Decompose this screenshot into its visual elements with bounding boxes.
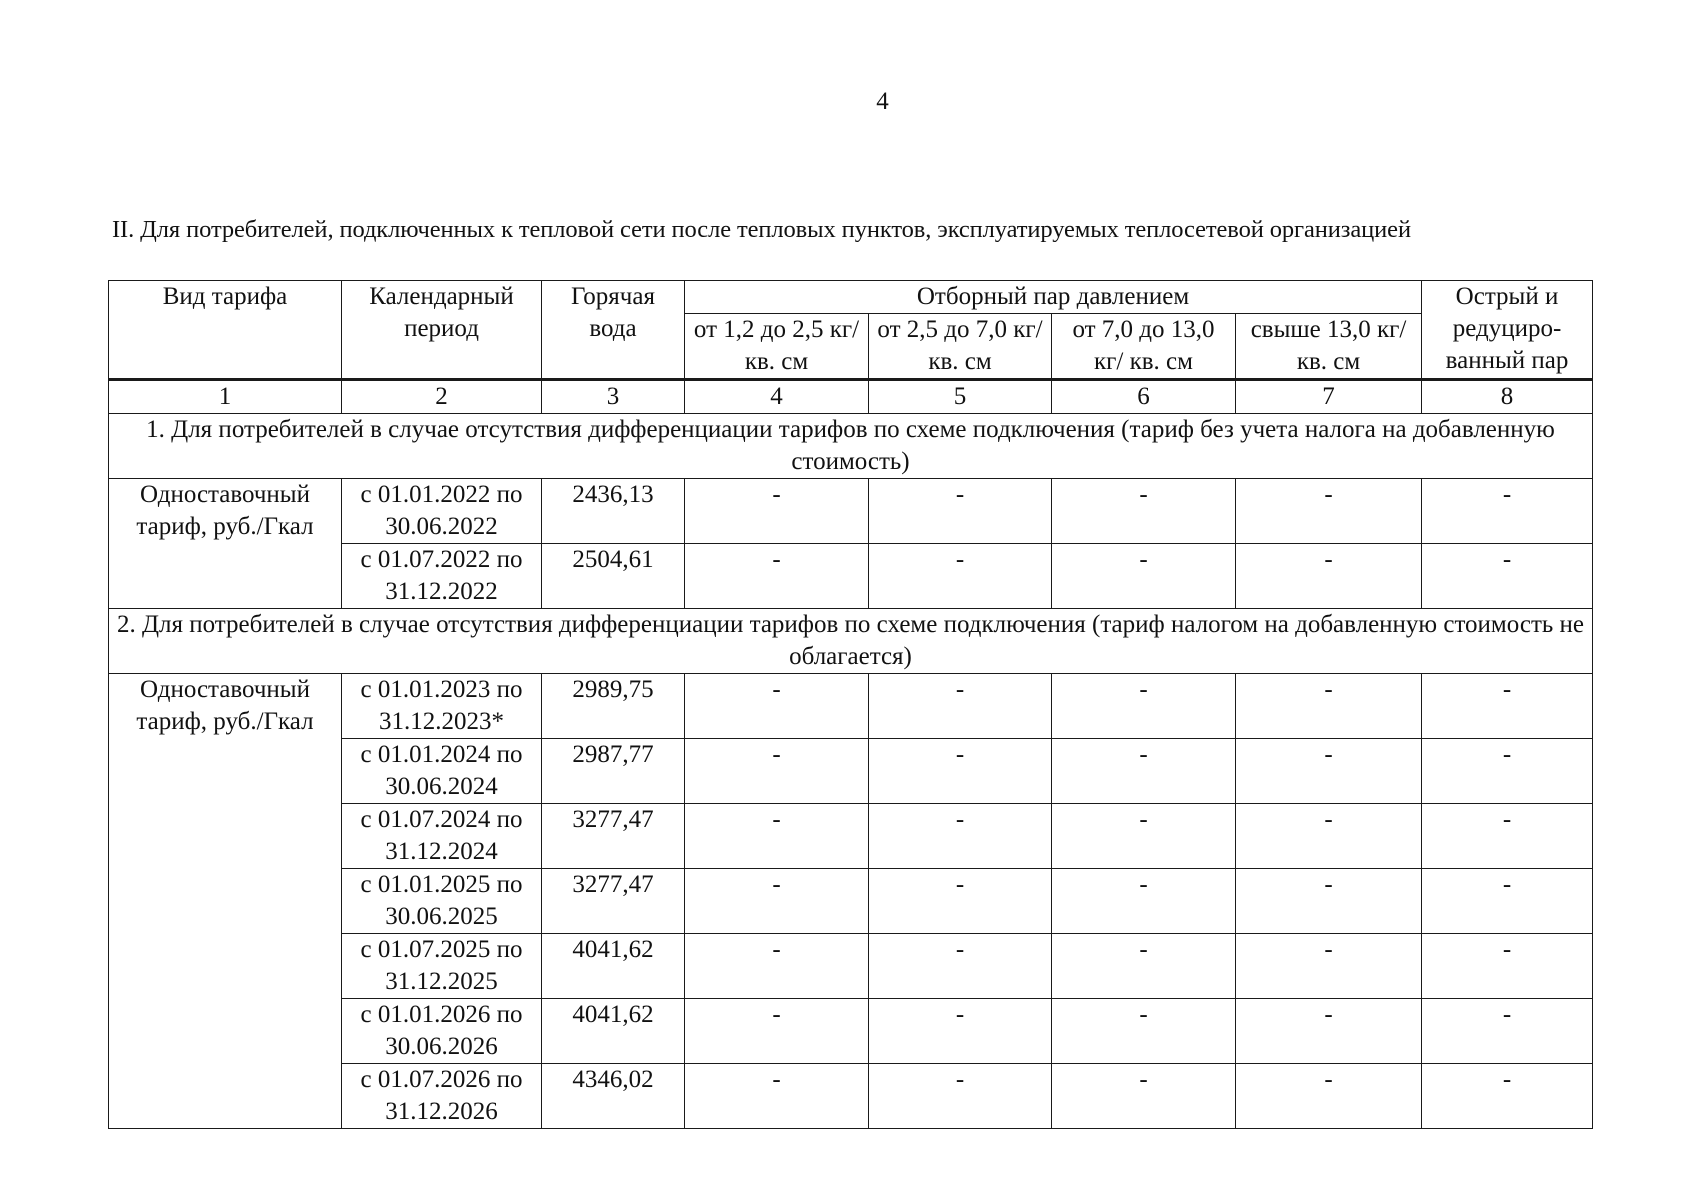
column-number: 7 bbox=[1236, 380, 1422, 414]
section-header-row bbox=[109, 609, 1593, 674]
sharp-steam-value: - bbox=[1422, 479, 1593, 544]
header-tariff-type: Вид тарифа bbox=[109, 281, 342, 380]
steam-3-value: - bbox=[1052, 934, 1236, 999]
steam-2-value: - bbox=[869, 544, 1052, 609]
steam-3-value: - bbox=[1052, 999, 1236, 1064]
sharp-steam-value: - bbox=[1422, 999, 1593, 1064]
steam-1-value: - bbox=[685, 999, 869, 1064]
steam-1-value: - bbox=[685, 934, 869, 999]
header-steam-4: свыше 13,0 кг/ кв. см bbox=[1236, 314, 1422, 380]
steam-4-value: - bbox=[1236, 1064, 1422, 1129]
period-cell: с 01.07.2024 по 31.12.2024 bbox=[342, 804, 542, 869]
steam-4-value: - bbox=[1236, 999, 1422, 1064]
steam-3-value: - bbox=[1052, 544, 1236, 609]
header-row-1 bbox=[109, 281, 1593, 314]
sharp-steam-value: - bbox=[1422, 934, 1593, 999]
sharp-steam-value: - bbox=[1422, 1064, 1593, 1129]
sharp-steam-value: - bbox=[1422, 674, 1593, 739]
hot-water-value: 3277,47 bbox=[542, 804, 685, 869]
header-steam-1: от 1,2 до 2,5 кг/ кв. см bbox=[685, 314, 869, 380]
steam-1-value: - bbox=[685, 739, 869, 804]
steam-2-value: - bbox=[869, 479, 1052, 544]
header-sharp-steam: Острый и редуциро-ванный пар bbox=[1422, 281, 1593, 380]
steam-2-value: - bbox=[869, 674, 1052, 739]
steam-4-value: - bbox=[1236, 739, 1422, 804]
section-title: II. Для потребителей, подключенных к тепловой сети после тепловых пунктов, эксплуатируемых теплосетевой организацией bbox=[112, 216, 1411, 243]
steam-4-value: - bbox=[1236, 804, 1422, 869]
steam-3-value: - bbox=[1052, 479, 1236, 544]
period-cell: с 01.01.2026 по 30.06.2026 bbox=[342, 999, 542, 1064]
hot-water-value: 3277,47 bbox=[542, 869, 685, 934]
tariff-type-cell: Одноставочный тариф, руб./Гкал bbox=[109, 674, 342, 1129]
steam-2-value: - bbox=[869, 1064, 1052, 1129]
page-number: 4 bbox=[876, 88, 889, 115]
steam-2-value: - bbox=[869, 804, 1052, 869]
sharp-steam-value: - bbox=[1422, 739, 1593, 804]
hot-water-value: 4041,62 bbox=[542, 999, 685, 1064]
column-number: 2 bbox=[342, 380, 542, 414]
header-steam-2: от 2,5 до 7,0 кг/ кв. см bbox=[869, 314, 1052, 380]
hot-water-value: 2504,61 bbox=[542, 544, 685, 609]
steam-1-value: - bbox=[685, 869, 869, 934]
period-cell: с 01.01.2022 по 30.06.2022 bbox=[342, 479, 542, 544]
column-number: 3 bbox=[542, 380, 685, 414]
period-cell: с 01.01.2023 по 31.12.2023* bbox=[342, 674, 542, 739]
steam-4-value: - bbox=[1236, 479, 1422, 544]
steam-1-value: - bbox=[685, 674, 869, 739]
steam-3-value: - bbox=[1052, 1064, 1236, 1129]
column-number: 8 bbox=[1422, 380, 1593, 414]
steam-3-value: - bbox=[1052, 674, 1236, 739]
column-number: 1 bbox=[109, 380, 342, 414]
hot-water-value: 4346,02 bbox=[542, 1064, 685, 1129]
hot-water-value: 2436,13 bbox=[542, 479, 685, 544]
hot-water-value: 2987,77 bbox=[542, 739, 685, 804]
steam-2-value: - bbox=[869, 934, 1052, 999]
steam-2-value: - bbox=[869, 999, 1052, 1064]
sharp-steam-value: - bbox=[1422, 869, 1593, 934]
sharp-steam-value: - bbox=[1422, 544, 1593, 609]
hot-water-value: 4041,62 bbox=[542, 934, 685, 999]
hot-water-value: 2989,75 bbox=[542, 674, 685, 739]
steam-3-value: - bbox=[1052, 739, 1236, 804]
sharp-steam-value: - bbox=[1422, 804, 1593, 869]
steam-1-value: - bbox=[685, 544, 869, 609]
steam-1-value: - bbox=[685, 479, 869, 544]
column-number: 6 bbox=[1052, 380, 1236, 414]
section-title-cell: 2. Для потребителей в случае отсутствия дифференциации тарифов по схеме подключения (тариф налогом на добавленную стоимость не облагается) bbox=[109, 609, 1593, 674]
steam-2-value: - bbox=[869, 739, 1052, 804]
steam-1-value: - bbox=[685, 804, 869, 869]
period-cell: с 01.07.2025 по 31.12.2025 bbox=[342, 934, 542, 999]
table-row bbox=[109, 674, 1593, 739]
section-title-cell: 1. Для потребителей в случае отсутствия дифференциации тарифов по схеме подключения (тариф без учета налога на добавленную стоимость) bbox=[109, 414, 1593, 479]
column-number-row bbox=[109, 380, 1593, 414]
steam-4-value: - bbox=[1236, 674, 1422, 739]
column-number: 5 bbox=[869, 380, 1052, 414]
steam-4-value: - bbox=[1236, 544, 1422, 609]
header-steam-group: Отборный пар давлением bbox=[685, 281, 1422, 314]
steam-2-value: - bbox=[869, 869, 1052, 934]
header-hot-water: Горячая вода bbox=[542, 281, 685, 380]
period-cell: с 01.07.2022 по 31.12.2022 bbox=[342, 544, 542, 609]
header-period: Календарный период bbox=[342, 281, 542, 380]
period-cell: с 01.07.2026 по 31.12.2026 bbox=[342, 1064, 542, 1129]
steam-4-value: - bbox=[1236, 869, 1422, 934]
steam-3-value: - bbox=[1052, 869, 1236, 934]
period-cell: с 01.01.2024 по 30.06.2024 bbox=[342, 739, 542, 804]
steam-1-value: - bbox=[685, 1064, 869, 1129]
tariff-type-cell: Одноставочный тариф, руб./Гкал bbox=[109, 479, 342, 609]
steam-3-value: - bbox=[1052, 804, 1236, 869]
steam-4-value: - bbox=[1236, 934, 1422, 999]
period-cell: с 01.01.2025 по 30.06.2025 bbox=[342, 869, 542, 934]
column-number: 4 bbox=[685, 380, 869, 414]
header-steam-3: от 7,0 до 13,0 кг/ кв. см bbox=[1052, 314, 1236, 380]
tariff-table bbox=[108, 280, 1593, 1129]
section-header-row bbox=[109, 414, 1593, 479]
table-row bbox=[109, 479, 1593, 544]
